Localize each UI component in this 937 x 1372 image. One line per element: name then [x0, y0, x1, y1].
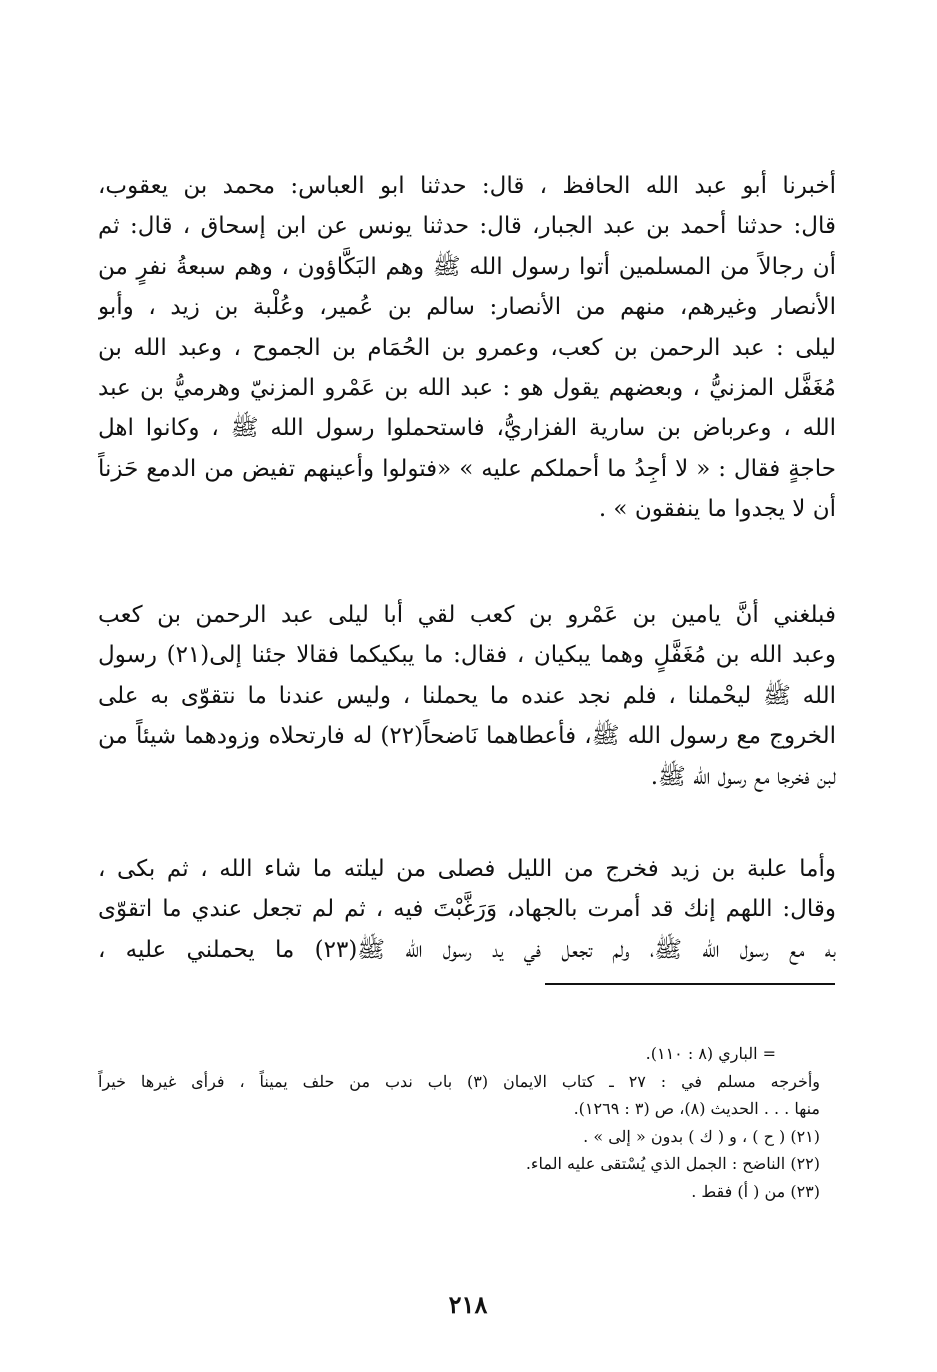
paragraph-2 [98, 595, 836, 797]
text-line: حاجةٍ فقال : « لا أجِدُ ما أحملكم عليه » «فتولوا وأعينهم تفيض من الدمع حَزناً [98, 455, 836, 482]
paragraph-1 [98, 166, 836, 530]
text-line: قال: حدثنا أحمد بن عبد الجبار، قال: حدثنا يونس عن ابن إسحاق ، قال: ثم [98, 213, 836, 240]
text-line: فبلغني أنَّ يامين بن عَمْرو بن كعب لقي أبا ليلى عبد الرحمن بن كعب [98, 602, 836, 628]
text-line: وأما علبة بن زيد فخرج من الليل فصلى من ليلته ما شاء الله ، ثم بكى ، [98, 856, 836, 882]
text-line: الله ، وعرباض بن سارية الفزاريُّ، فاستحملوا رسول الله ﷺ ، وكانوا اهل [98, 415, 836, 442]
paragraph-3 [98, 849, 836, 970]
text-line: الخروج مع رسول الله ﷺ، فأعطاهما نَاضحاً(٢٢) له فارتحلاه وزودهما شيئاً من [98, 723, 836, 750]
text-line: وعبد الله بن مُغَفَّلٍ وهما يبكيان ، فقال: ما يبكيكما فقالا جئنا إلى(٢١) رسول [98, 642, 836, 669]
text-line: ليلى : عبد الرحمن بن كعب، وعمرو بن الحُمَام بن الجموح ، وعبد الله بن [98, 334, 836, 361]
text-line: أن رجالاً من المسلمين أتوا رسول الله ﷺ وهم البَكَّاؤون ، وهم سبعةُ نفرٍ من [98, 253, 836, 280]
footnote-line: (٢١) ( ح ) ، و ( ك ) بدون « إلى » . [583, 1126, 820, 1146]
footnote-divider [545, 983, 835, 985]
text-line: أخبرنا أبو عبد الله الحافظ ، قال: حدثنا ابو العباس: محمد بن يعقوب، [98, 173, 836, 199]
text-line: مُغَفَّل المزنيُّ ، وبعضهم يقول هو : عبد الله بن عَمْرو المزنيّ وهرميُّ بن عبد [98, 374, 836, 401]
footnote-line: (٢٣) من ( أ) فقط . [691, 1181, 820, 1201]
text-line: وقال: اللهم إنك قد أمرت بالجهاد، وَرَغَّبْتَ فيه ، ثم لم تجعل عندي ما اتقوّى [98, 896, 836, 923]
footnotes [98, 1040, 820, 1205]
page-number: ٢١٨ [448, 1290, 488, 1319]
text-line: أن لا يجدوا ما ينفقون » . [598, 496, 836, 523]
text-line: الأنصار وغيرهم، منهم من الأنصار: سالم بن عُمير، وعُلْبة بن زيد ، وأبو [98, 294, 836, 321]
footnote-line: وأخرجه مسلم في : ٢٧ ـ كتاب الايمان (٣) باب ندب من حلف يميناً ، فرأى غيرها خيراً [98, 1071, 820, 1091]
text-line: الله ﷺ ليحْملنا ، فلم نجد عنده ما يحملنا ، وليس عندنا ما نتقوّى به على [98, 682, 836, 709]
footnote-line: = الباري (٨ : ١١٠). [645, 1044, 776, 1063]
footnote-line: منها . . . الحديث (٨)، ص (٣ : ١٢٦٩). [573, 1099, 820, 1118]
text-line: لبن فخرجا مع رسول الله ﷺ. [650, 763, 836, 790]
text-line: به مع رسول الله ﷺ، ولم تجعل في يد رسول الله ﷺ(٢٣) ما يحملني عليه ، [98, 936, 836, 963]
footnote-line: (٢٢) الناضح : الجمل الذي يُسْتقى عليه الماء. [525, 1154, 820, 1173]
